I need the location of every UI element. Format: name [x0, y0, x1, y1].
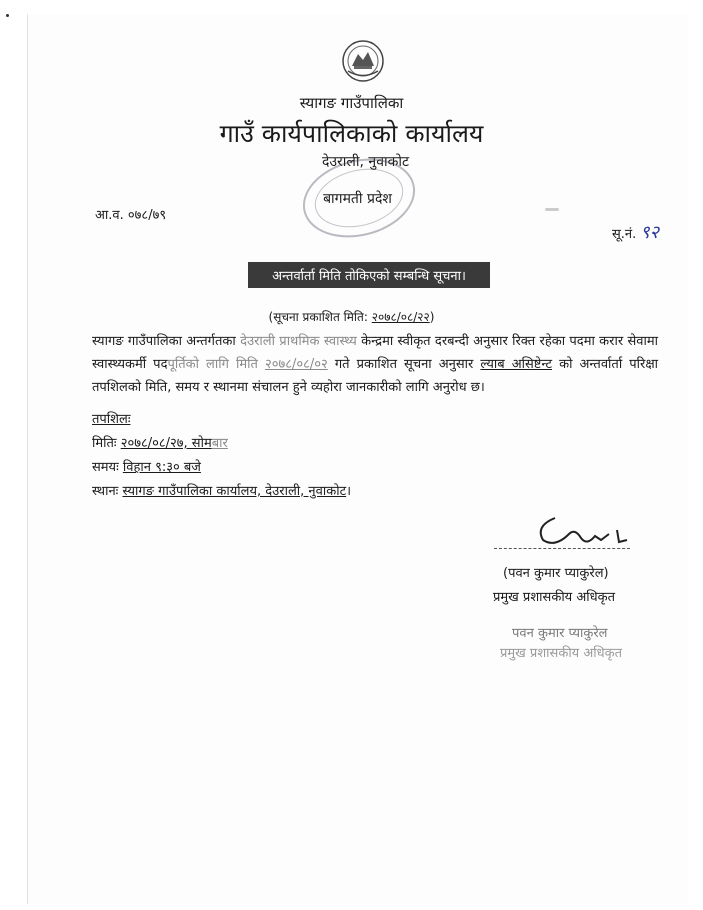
- interview-place: स्यागङ गाउँपालिका कार्यालय, देउराली, नुवाकोट: [122, 484, 347, 499]
- body-segment-faded: पूर्तिको लागि मिति: [167, 357, 258, 372]
- body-segment: स्यागङ गाउँपालिका अन्तर्गतका: [92, 334, 241, 349]
- details-heading: तपशिलः: [92, 412, 131, 427]
- fiscal-year: आ.व. ०७८/७९: [95, 208, 167, 223]
- place-label: स्थानः: [92, 484, 119, 499]
- published-date: २०७८/०८/२२: [371, 310, 430, 324]
- post-name: ल्याब असिष्टेन्ट: [480, 357, 553, 372]
- published-close: ): [429, 310, 435, 324]
- signatory-stamp-name: पवन कुमार प्याकुरेल: [512, 626, 608, 641]
- published-label: (सूचना प्रकाशित मिति:: [268, 310, 368, 324]
- interview-time: विहान ९:३० बजे: [122, 460, 201, 475]
- body-segment: को अन्तर्वार्ता परिक्षा तपशिलको मिति, समय र स्थानमा संचालन हुने व्यहोरा जानकारीको लागि अनुरोध छ।: [92, 357, 659, 395]
- reference-value: ९२: [640, 222, 660, 243]
- scan-mark: [545, 208, 559, 211]
- signature-line: [494, 548, 630, 549]
- municipality-name: स्यागङ गाउँपालिका: [299, 94, 404, 112]
- scan-speck: [6, 14, 9, 17]
- signatory-name: (पवन कुमार प्याकुरेल): [503, 566, 609, 581]
- signature-scribble: [525, 508, 635, 552]
- province-name: बागमती प्रदेश: [323, 191, 392, 207]
- interview-date: २०७८/०८/२७, सोम: [120, 436, 212, 451]
- body-segment: केन्द्रमा स्वीकृत दरबन्दी अनुसार रिक्त रहेका पदमा करार सेवामा स्वास्थ्यकर्मी पद: [92, 334, 659, 372]
- time-label: समयः: [92, 460, 119, 475]
- date-label: मितिः: [92, 436, 117, 451]
- published-date-line: [0, 308, 703, 325]
- interview-day-faded: बार: [211, 436, 228, 451]
- notice-date: २०७८/०८/०२: [264, 357, 328, 372]
- office-title: गाउँ कार्यपालिकाको कार्यालय: [219, 119, 484, 148]
- nepal-emblem-icon: [340, 38, 386, 84]
- reference-number: [612, 220, 659, 244]
- signatory-role: प्रमुख प्रशासकीय अधिकृत: [493, 590, 616, 605]
- interview-details: [92, 408, 351, 504]
- body-segment-faded: देउराली प्राथमिक स्वास्थ्य: [240, 334, 357, 349]
- body-segment: गते प्रकाशित सूचना अनुसार: [327, 357, 481, 372]
- place-end: ।: [346, 484, 352, 499]
- notice-title: अन्तर्वार्ता मिति तोकिएको सम्बन्धि सूचना।: [248, 262, 490, 288]
- notice-body: [92, 330, 658, 399]
- reference-label: सू.नं.: [612, 227, 637, 242]
- signatory-stamp-role: प्रमुख प्रशासकीय अधिकृत: [500, 646, 623, 661]
- body-space: [258, 357, 265, 372]
- office-location: देउराली, नुवाकोट: [321, 154, 410, 170]
